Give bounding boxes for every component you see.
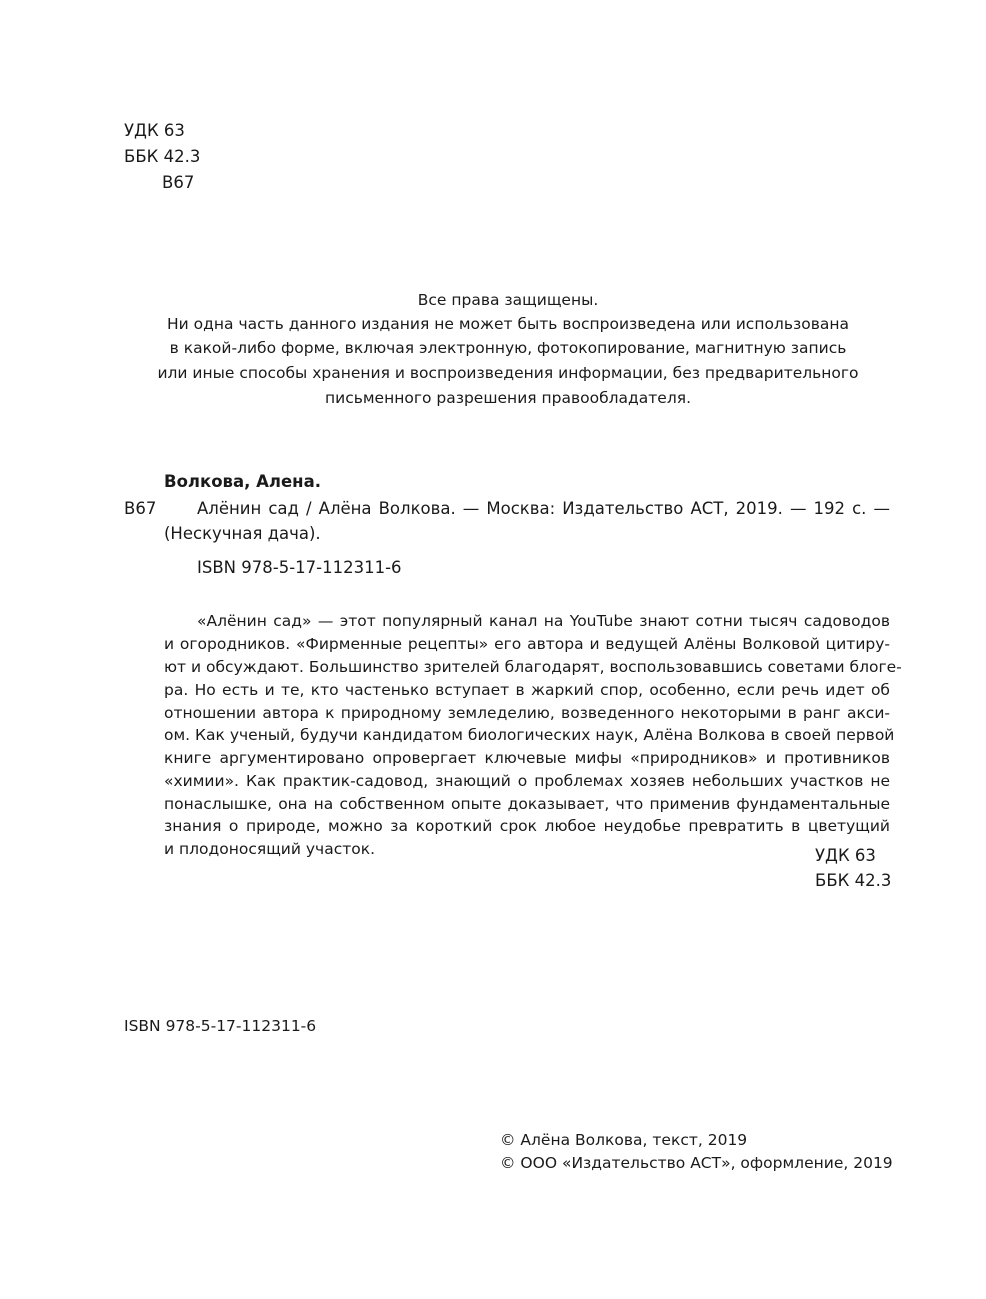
udk-code-bottom: УДК 63 [815, 846, 876, 865]
annotation-line: и плодоносящий участок. [164, 839, 376, 858]
copyright-author: © Алёна Волкова, текст, 2019 [500, 1131, 748, 1149]
rights-line: Все права защищены. [417, 290, 599, 309]
rights-line: Ни одна часть данного издания не может быть воспроизведена или использована [167, 314, 849, 333]
rights-line: или иные способы хранения и воспроизведения информации, без предварительного [157, 363, 859, 382]
annotation-line: ра. Но есть и те, кто частенько вступает в жаркий спор, особенно, если речь идет об [164, 680, 890, 699]
bibliographic-description: Алёнин сад / Алёна Волкова. — Москва: Издательство АСТ, 2019. — 192 с. — [197, 499, 890, 518]
annotation-line: отношении автора к природному земледелию, возведенного некоторыми в ранг акси- [164, 703, 890, 722]
annotation-line: понаслышке, она на собственном опыте доказывает, что применив фундаментальные [164, 794, 890, 813]
catalog-author-mark: В67 [124, 499, 157, 518]
annotation-line: ом. Как ученый, будучи кандидатом биологических наук, Алёна Волкова в своей первой [164, 725, 895, 744]
annotation-line: знания о природе, можно за короткий срок любое неудобье превратить в цветущий [164, 816, 890, 835]
author-heading: Волкова, Алена. [164, 472, 321, 491]
copyright-publisher: © ООО «Издательство АСТ», оформление, 2019 [500, 1154, 893, 1172]
bbk-code-bottom: ББК 42.3 [815, 871, 892, 890]
footer-isbn: ISBN 978-5-17-112311-6 [124, 1017, 317, 1035]
series-name: (Нескучная дача). [164, 524, 321, 543]
bbk-code: ББК 42.3 [124, 147, 201, 166]
rights-line: в какой-либо форме, включая электронную, фотокопирование, магнитную запись [169, 338, 847, 357]
annotation-line: «химии». Как практик-садовод, знающий о проблемах хозяев небольших участков не [164, 771, 890, 790]
annotation-line: «Алёнин сад» — этот популярный канал на YouTube знают сотни тысяч садоводов [197, 611, 890, 630]
udk-code: УДК 63 [124, 121, 185, 140]
annotation-line: ют и обсуждают. Большинство зрителей благодарят, воспользовавшись советами блоге- [164, 657, 902, 676]
annotation-line: и огородников. «Фирменные рецепты» его автора и ведущей Алёны Волковой цитиру- [164, 634, 890, 653]
rights-line: письменного разрешения правообладателя. [324, 388, 691, 407]
catalog-isbn: ISBN 978-5-17-112311-6 [197, 558, 402, 577]
author-mark: В67 [162, 173, 195, 192]
annotation-line: книге аргументировано опровергает ключевые мифы «природников» и противников [164, 748, 890, 767]
